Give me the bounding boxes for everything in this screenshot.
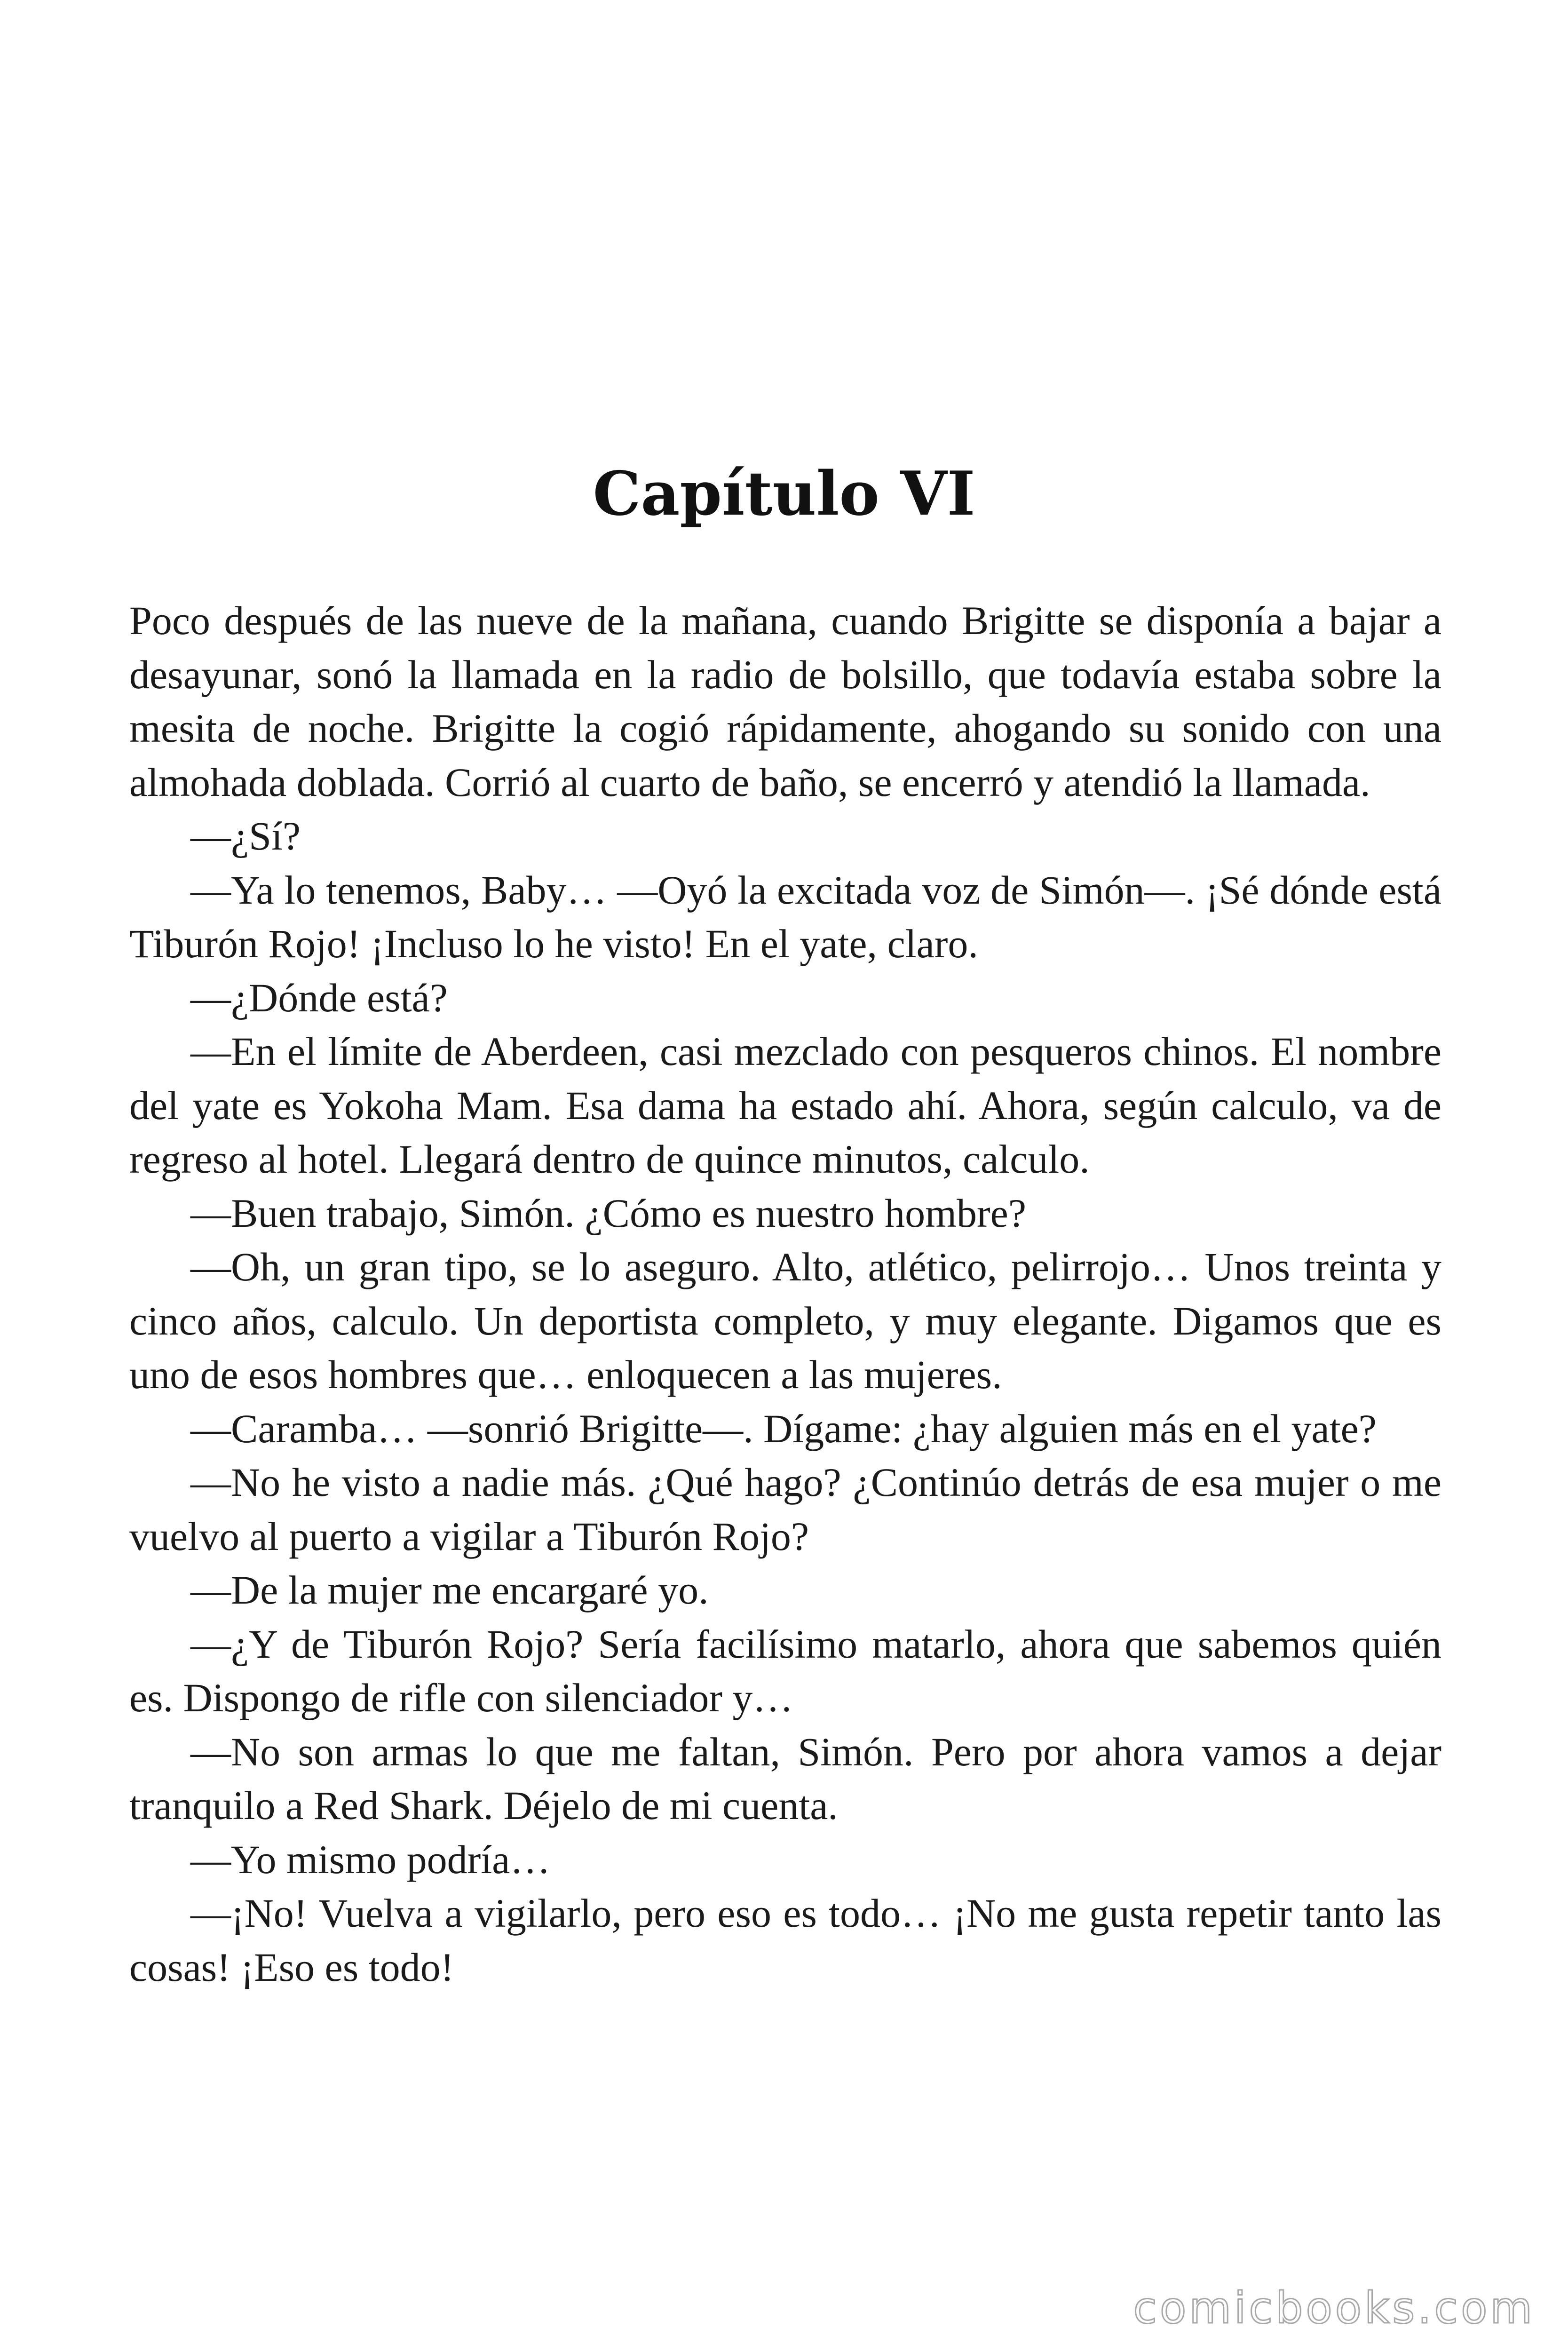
dialogue-line: —No he visto a nadie más. ¿Qué hago? ¿Continúo detrás de esa mujer o me vuelvo al puerto a vigilar a Tiburón Rojo? bbox=[129, 1460, 1441, 1559]
dialogue-line: —Ya lo tenemos, Baby… —Oyó la excitada voz de Simón—. ¡Sé dónde está Tiburón Rojo! ¡Incluso lo he visto! En el yate, claro. bbox=[129, 867, 1441, 966]
dialogue-line: —Caramba… —sonrió Brigitte—. Dígame: ¿hay alguien más en el yate? bbox=[190, 1406, 1377, 1451]
watermark-logo: comicbooks.com bbox=[1133, 2283, 1535, 2333]
dialogue-line: —No son armas lo que me faltan, Simón. Pero por ahora vamos a dejar tranquilo a Red Shark. Déjelo de mi cuenta. bbox=[129, 1729, 1441, 1828]
dialogue-line: —En el límite de Aberdeen, casi mezclado con pesqueros chinos. El nombre del yate es Yokoha Mam. Esa dama ha estado ahí. Ahora, según calculo, va de regreso al hotel. Llegará dentro de quince minutos, calculo. bbox=[129, 1029, 1441, 1182]
dialogue-line: —Buen trabajo, Simón. ¿Cómo es nuestro hombre? bbox=[190, 1190, 1027, 1236]
chapter-title: Capítulo VI bbox=[593, 459, 975, 529]
dialogue-line: —¡No! Vuelva a vigilarlo, pero eso es todo… ¡No me gusta repetir tanto las cosas! ¡Eso es todo! bbox=[129, 1891, 1441, 1990]
dialogue-line: —¿Dónde está? bbox=[190, 975, 448, 1020]
dialogue-line: —Yo mismo podría… bbox=[190, 1836, 551, 1882]
paragraph: Poco después de las nueve de la mañana, cuando Brigitte se disponía a bajar a desayunar, sonó la llamada en la radio de bolsillo, que todavía estaba sobre la mesita de noche. Brigitte la cogió rápidamente, ahogando su sonido con una almohada doblada. Corrió al cuarto de baño, se encerró y atendió la llamada. bbox=[129, 598, 1441, 805]
dialogue-line: —¿Sí? bbox=[190, 813, 301, 858]
dialogue-line: —Oh, un gran tipo, se lo aseguro. Alto, atlético, pelirrojo… Unos treinta y cinco años, calculo. Un deportista completo, y muy elegante. Digamos que es uno de esos hombres que… enloquecen a las mujeres. bbox=[129, 1244, 1441, 1397]
chapter-body bbox=[129, 594, 1441, 1994]
dialogue-line: —¿Y de Tiburón Rojo? Sería facilísimo matarlo, ahora que sabemos quién es. Dispongo de rifle con silenciador y… bbox=[129, 1621, 1441, 1720]
dialogue-line: —De la mujer me encargaré yo. bbox=[190, 1567, 709, 1613]
